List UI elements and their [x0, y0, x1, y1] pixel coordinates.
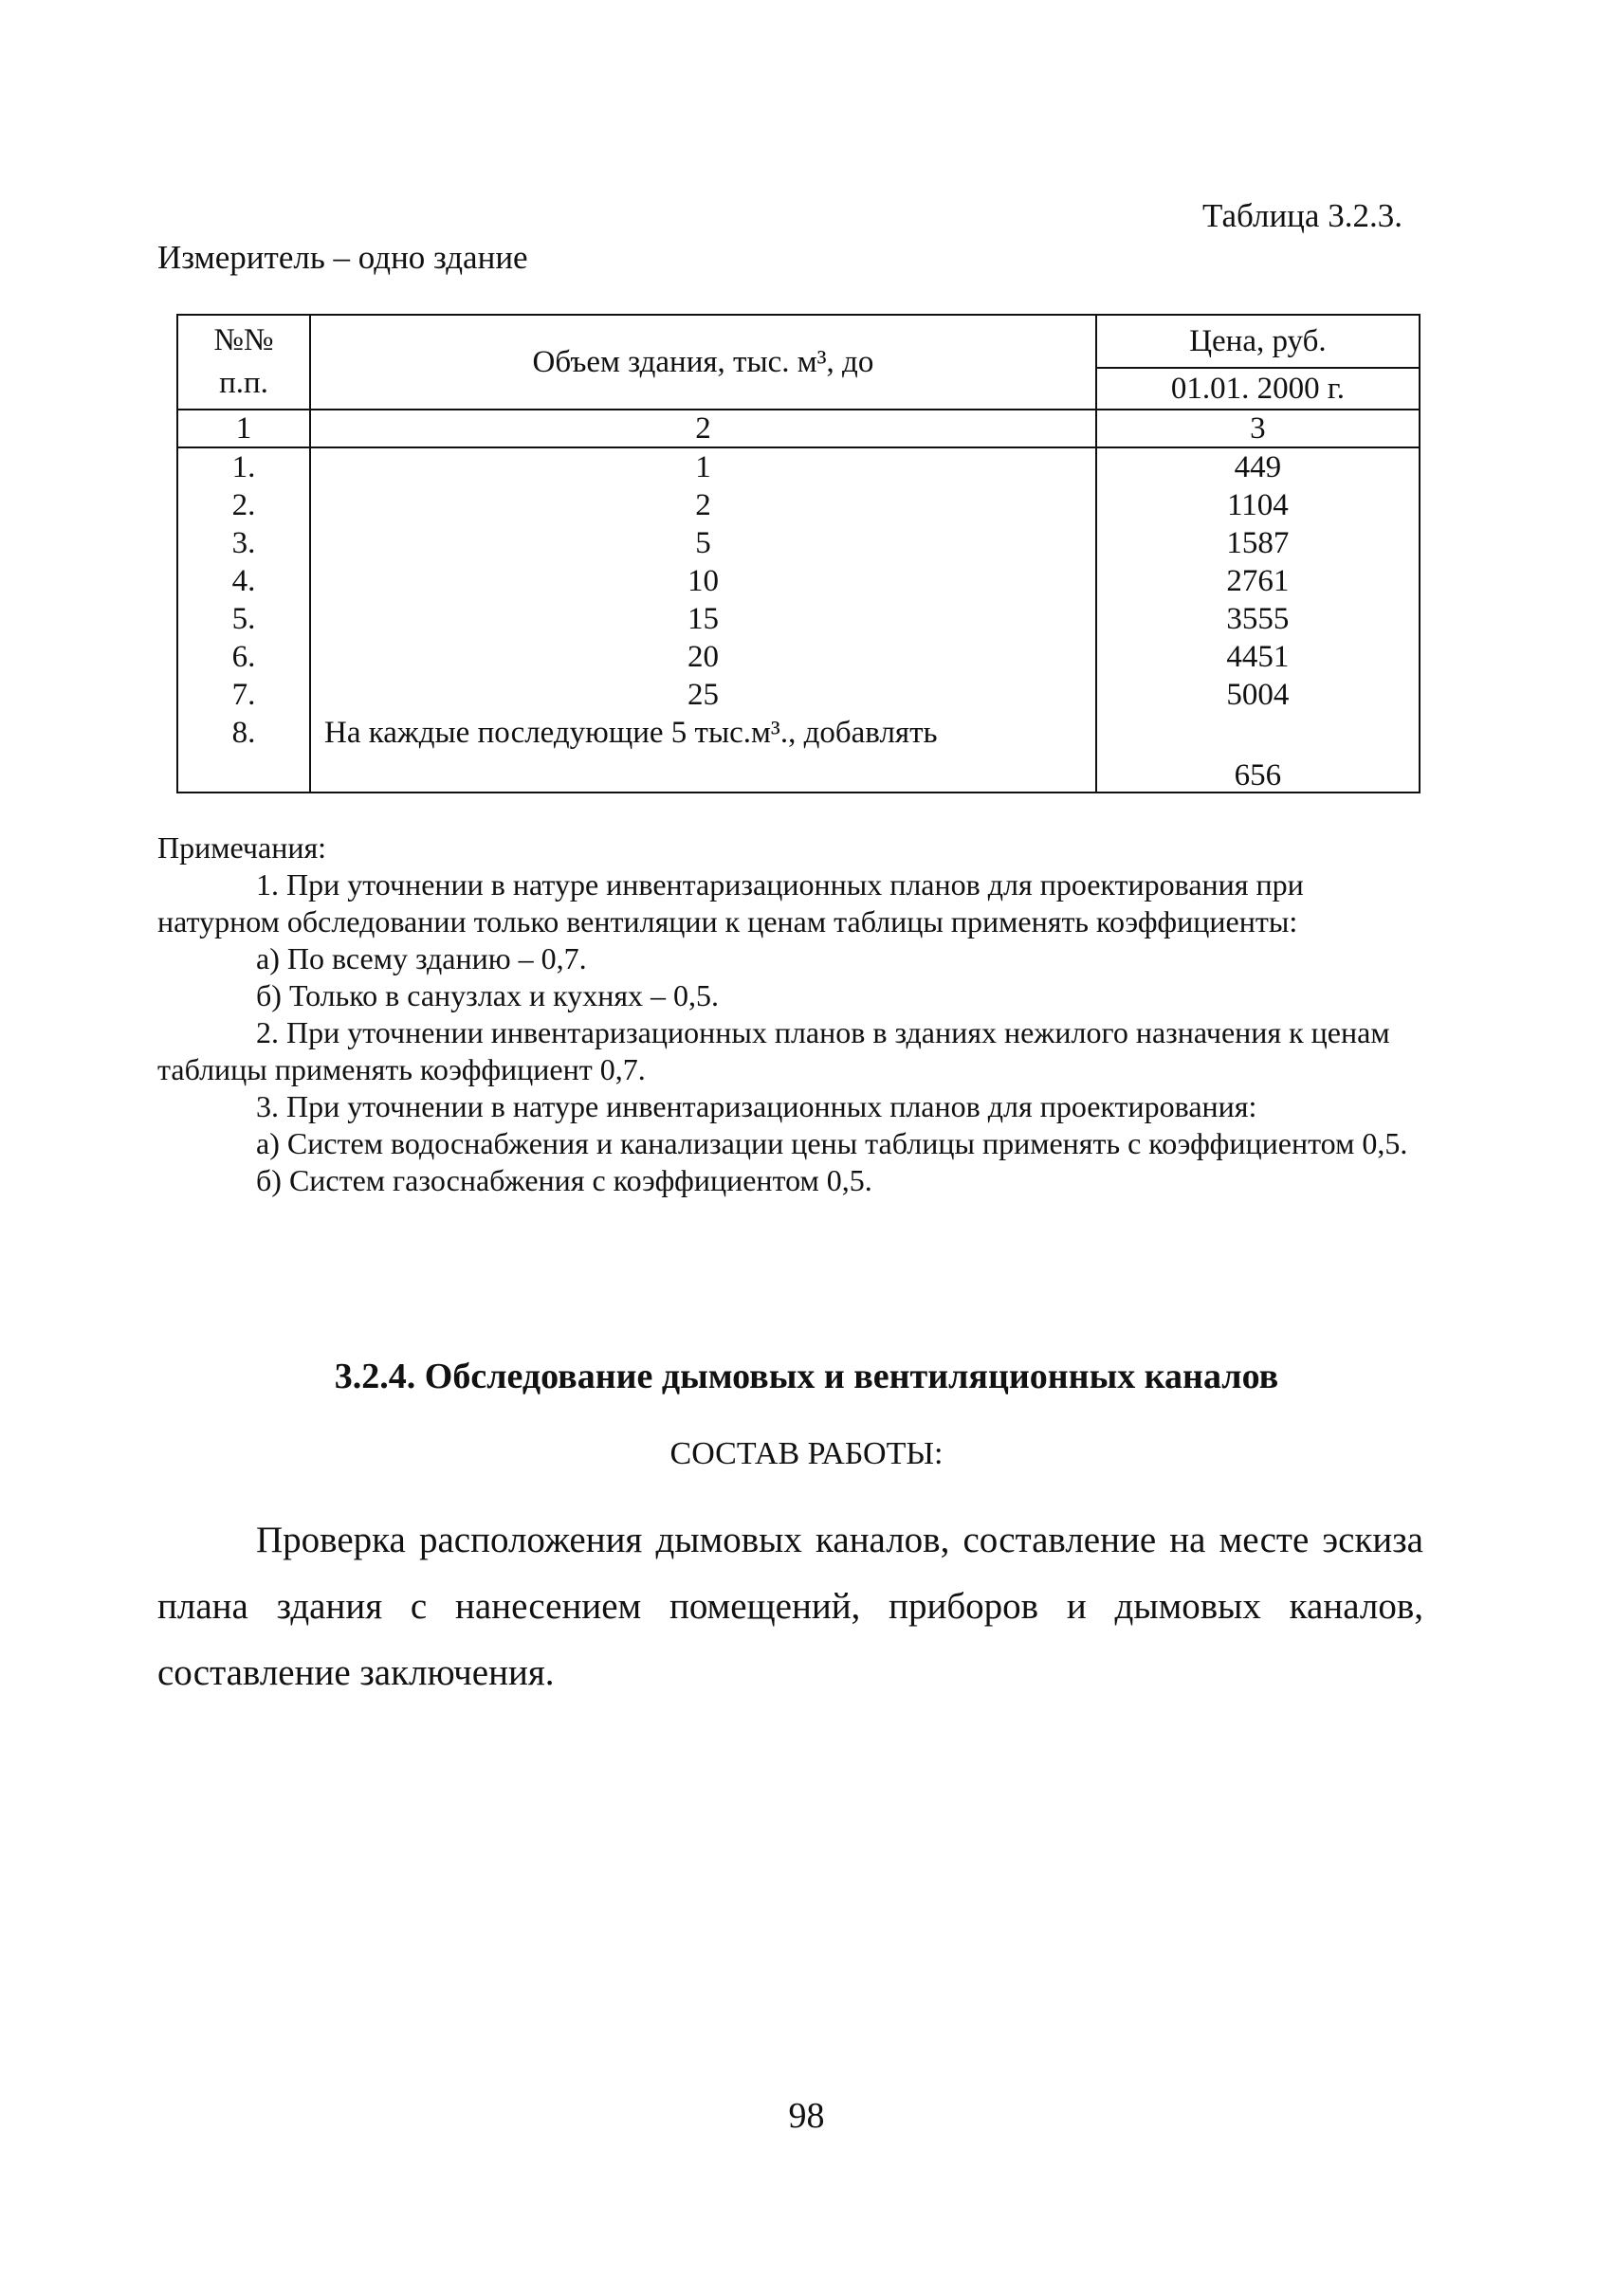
row-price: 2761	[1096, 562, 1420, 600]
header-date-cell: 01.01. 2000 г.	[1096, 368, 1420, 410]
note-2: 2. При уточнении инвентаризационных планов в зданиях нежилого назначения к ценам таблицы применять коэффициент 0,7.	[157, 1015, 1390, 1086]
col-number-1: 1	[177, 410, 310, 447]
row-number: 7.	[177, 676, 310, 714]
row-volume: 2	[310, 486, 1096, 524]
header-num-line1: №№	[213, 323, 274, 357]
table-header-row	[177, 315, 1420, 368]
price-table	[176, 314, 1421, 793]
table-row	[177, 524, 1420, 562]
row-volume: 25	[310, 676, 1096, 714]
note-3a: а) Систем водоснабжения и канализации цены таблицы применять с коэффициентом 0,5.	[256, 1126, 1408, 1160]
table-row	[177, 486, 1420, 524]
row-price: 3555	[1096, 600, 1420, 638]
row-price: 1587	[1096, 524, 1420, 562]
row-volume-text: На каждые последующие 5 тыс.м³., добавлять	[310, 714, 1096, 793]
row-number: 8.	[177, 714, 310, 793]
body-paragraph: Проверка расположения дымовых каналов, составление на месте эскиза плана здания с нанесением помещений, приборов и дымовых каналов, составление заключения.	[157, 1520, 1423, 1693]
note-1b: б) Только в санузлах и кухнях – 0,5.	[256, 978, 720, 1012]
section-subtitle: СОСТАВ РАБОТЫ:	[669, 1436, 944, 1471]
row-volume: 20	[310, 638, 1096, 676]
section-title: 3.2.4. Обследование дымовых и вентиляционных каналов	[334, 1357, 1279, 1396]
row-price: 656	[1096, 714, 1420, 793]
table-row	[177, 447, 1420, 486]
row-price: 5004	[1096, 676, 1420, 714]
table-row	[177, 676, 1420, 714]
header-num-line2: п.п.	[219, 366, 268, 400]
note-1a: а) По всему зданию – 0,7.	[256, 941, 587, 975]
table-label: Таблица 3.2.3.	[1202, 197, 1402, 234]
column-number-row	[177, 410, 1420, 447]
notes-block	[157, 829, 1423, 1199]
table-row	[177, 562, 1420, 600]
row-number: 1.	[177, 447, 310, 486]
header-volume-cell: Объем здания, тыс. м³, до	[310, 315, 1096, 410]
row-price: 1104	[1096, 486, 1420, 524]
row-volume: 5	[310, 524, 1096, 562]
row-price: 4451	[1096, 638, 1420, 676]
table-row	[177, 600, 1420, 638]
note-3: 3. При уточнении в натуре инвентаризационных планов для проектирования:	[256, 1089, 1257, 1123]
measure-unit: Измеритель – одно здание	[157, 239, 528, 276]
row-number: 6.	[177, 638, 310, 676]
row-volume: 10	[310, 562, 1096, 600]
row-price: 449	[1096, 447, 1420, 486]
col-number-2: 2	[310, 410, 1096, 447]
table-row	[177, 638, 1420, 676]
note-3b: б) Систем газоснабжения с коэффициентом 0,5.	[256, 1163, 872, 1197]
row-volume: 1	[310, 447, 1096, 486]
col-number-3: 3	[1096, 410, 1420, 447]
row-number: 2.	[177, 486, 310, 524]
row-number: 4.	[177, 562, 310, 600]
row-number: 3.	[177, 524, 310, 562]
row-volume: 15	[310, 600, 1096, 638]
table-row-last	[177, 714, 1420, 793]
notes-title: Примечания:	[157, 830, 327, 865]
note-1: 1. При уточнении в натуре инвентаризационных планов для проектирования при натурном обследовании только вентиляции к ценам таблицы применять коэффициенты:	[157, 867, 1304, 938]
page-number: 98	[788, 2096, 825, 2136]
row-number: 5.	[177, 600, 310, 638]
header-price-cell: Цена, руб.	[1096, 315, 1420, 368]
header-num-cell	[177, 315, 310, 410]
